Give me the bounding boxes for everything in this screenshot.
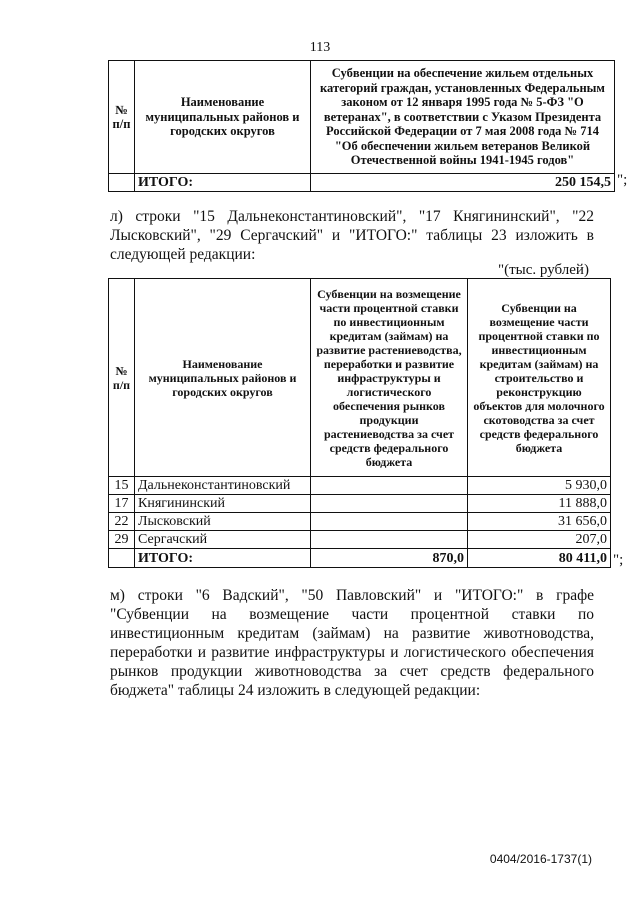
table-row [109, 531, 611, 549]
row-num: 29 [109, 531, 135, 549]
col-header-subvention: Субвенции на обеспечение жильем отдельных категорий граждан, установленных Федеральным законом от 12 января 1995 года № 5-ФЗ "О ветеранах", в соответствии с Указом Президента Российской Федерации от 7 мая 2008 года № 714 "Об обеспечении жильем ветеранов Великой Отечественной войны 1941-1945 годов" [311, 61, 615, 174]
col-header-num: № п/п [109, 61, 135, 174]
row-crop-value [311, 531, 468, 549]
t23-total-num-cell [109, 549, 135, 568]
row-crop-value [311, 513, 468, 531]
row-num: 17 [109, 495, 135, 513]
col-header-name: Наименование муниципальных районов и городских округов [135, 61, 311, 174]
row-num: 15 [109, 477, 135, 495]
units-label: "(тыс. рублей) [498, 262, 589, 278]
paragraph-m: м) строки "6 Вадский", "50 Павловский" и "ИТОГО:" в графе "Субвенции на возмещение части процентной ставки по инвестиционным кредитам (займам) на развитие животноводства, переработки и развитие инфраструктуры и логистического обеспечения рынков продукции животноводства за счет средств федерального бюджета" таблицы 24 изложить в следующей редакции: [110, 587, 594, 699]
row-name: Дальнеконстантиновский [135, 477, 311, 495]
document-code: 0404/2016-1737(1) [489, 852, 592, 866]
row-dairy-value: 5 930,0 [468, 477, 611, 495]
table-row [109, 477, 611, 495]
t23-total-dairy: 80 411,0 [468, 549, 611, 568]
t23-col-header-name: Наименование муниципальных районов и городских округов [135, 279, 311, 477]
total-num-cell [109, 174, 135, 192]
total-label: ИТОГО: [135, 174, 311, 192]
t23-total-label: ИТОГО: [135, 549, 311, 568]
row-crop-value [311, 495, 468, 513]
row-dairy-value: 207,0 [468, 531, 611, 549]
table-row [109, 495, 611, 513]
table-top-closing-quote: "; [617, 172, 628, 188]
row-crop-value [311, 477, 468, 495]
row-num: 22 [109, 513, 135, 531]
row-dairy-value: 11 888,0 [468, 495, 611, 513]
row-name: Сергачский [135, 531, 311, 549]
paragraph-l: л) строки "15 Дальнеконстантиновский", "17 Княгининский", "22 Лысковский", "29 Сергачский" и "ИТОГО:" таблицы 23 изложить в следующей редакции: [110, 208, 594, 263]
table-23-closing-quote: "; [613, 552, 624, 568]
t23-total-crop: 870,0 [311, 549, 468, 568]
row-name: Лысковский [135, 513, 311, 531]
page-number: 113 [309, 40, 331, 55]
total-value: 250 154,5 [311, 174, 615, 192]
row-dairy-value: 31 656,0 [468, 513, 611, 531]
t23-col-header-dairy: Субвенции на возмещение части процентной ставки по инвестиционным кредитам (займам) на строительство и реконструкцию объектов для молочного скотоводства за счет средств федерального бюджета [468, 279, 611, 477]
t23-col-header-crop: Субвенции на возмещение части процентной ставки по инвестиционным кредитам (займам) на развитие растениеводства, переработки и развитие инфраструктуры и логистического обеспечения рынков продукции растениеводства за счет средств федерального бюджета [311, 279, 468, 477]
row-name: Княгининский [135, 495, 311, 513]
table-23 [108, 278, 611, 568]
table-row [109, 513, 611, 531]
t23-col-header-num: № п/п [109, 279, 135, 477]
table-top [108, 60, 615, 192]
